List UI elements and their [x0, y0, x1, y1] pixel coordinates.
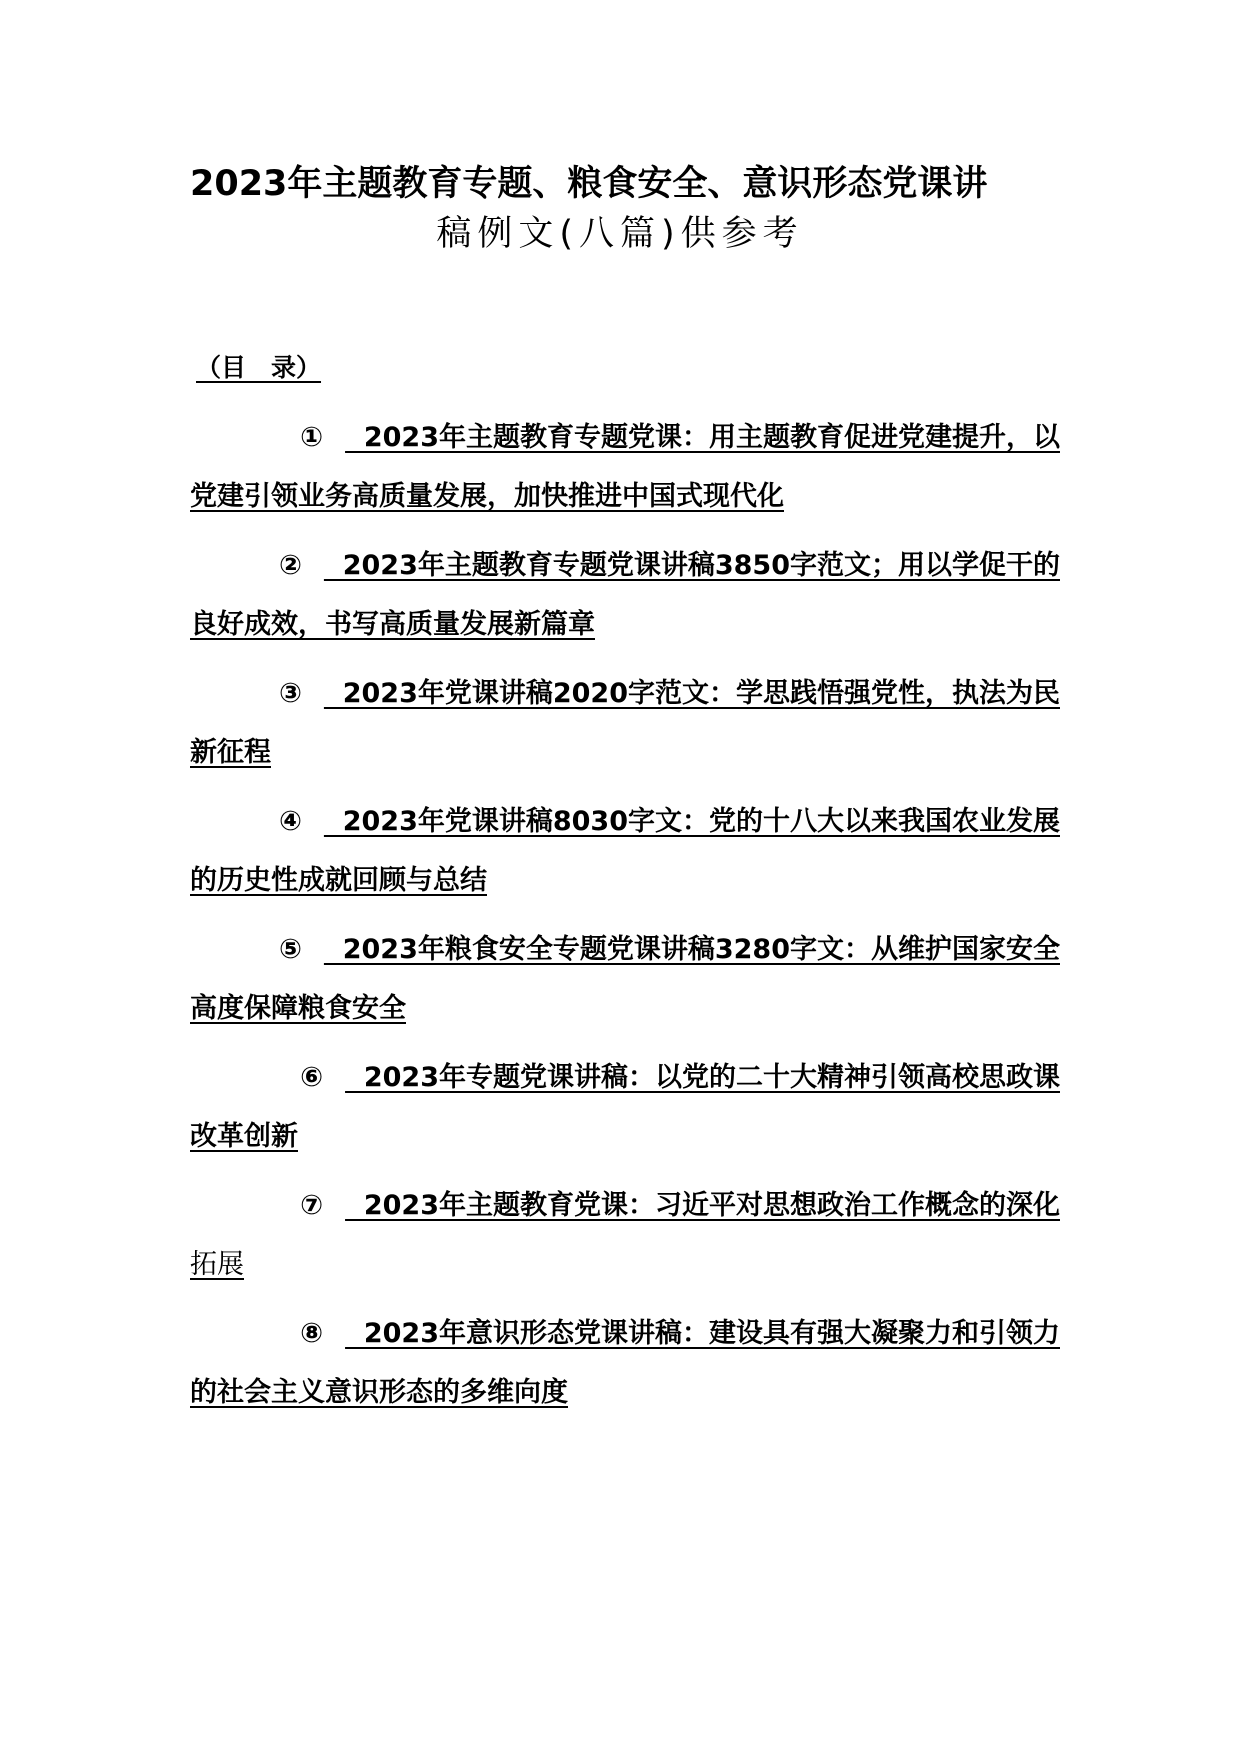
toc-item-number: ⑧ [300, 1318, 324, 1349]
toc-heading: （目 录） [196, 353, 322, 382]
toc-item-title-part1: 2023年意识形态党课讲稿：建设具有强大凝聚力和引领力 [345, 1318, 1060, 1349]
toc-item-title-part1: 2023年主题教育党课：习近平对思想政治工作概念的深化 [345, 1190, 1060, 1221]
toc-item-title-part1: 2023年主题教育专题党课讲稿3850字范文；用以学促干的 [323, 550, 1060, 581]
toc-item-number: ③ [279, 678, 302, 709]
toc-list [190, 408, 1060, 1432]
toc-item-1[interactable] [190, 408, 1060, 526]
toc-item-5[interactable] [190, 920, 1060, 1038]
toc-item-title-part2: 高度保障粮食安全 [190, 993, 406, 1024]
toc-item-title-part2: 拓展 [190, 1249, 244, 1280]
toc-item-number: ① [300, 422, 324, 453]
toc-item-title-part2: 党建引领业务高质量发展，加快推进中国式现代化 [190, 481, 784, 512]
toc-item-number: ⑥ [300, 1062, 324, 1093]
toc-item-number: ⑤ [279, 934, 302, 965]
toc-item-title-part1: 2023年专题党课讲稿：以党的二十大精神引领高校思政课 [345, 1062, 1060, 1093]
toc-item-number: ④ [279, 806, 302, 837]
toc-item-title-part1: 2023年党课讲稿8030字文：党的十八大以来我国农业发展 [323, 806, 1060, 837]
toc-item-title-part2: 新征程 [190, 737, 271, 768]
toc-item-4[interactable] [190, 792, 1060, 910]
toc-item-title-part1: 2023年党课讲稿2020字范文：学思践悟强党性，执法为民 [323, 678, 1060, 709]
toc-item-2[interactable] [190, 536, 1060, 654]
toc-item-7[interactable] [190, 1176, 1060, 1294]
toc-item-8[interactable] [190, 1304, 1060, 1422]
page-title-line1: 2023年主题教育专题、粮食安全、意识形态党课讲 [190, 164, 988, 204]
toc-item-title-part1: 2023年主题教育专题党课：用主题教育促进党建提升，以 [345, 422, 1060, 453]
toc-item-number: ② [279, 550, 302, 581]
toc-item-title-part2: 改革创新 [190, 1121, 298, 1152]
toc-item-title-part2: 的历史性成就回顾与总结 [190, 865, 487, 896]
page-title-line2: 稿例文(八篇)供参考 [436, 214, 804, 254]
toc-item-title-part2: 的社会主义意识形态的多维向度 [190, 1377, 568, 1408]
toc-item-6[interactable] [190, 1048, 1060, 1166]
toc-item-3[interactable] [190, 664, 1060, 782]
toc-item-title-part2: 良好成效，书写高质量发展新篇章 [190, 609, 595, 640]
toc-item-number: ⑦ [300, 1190, 324, 1221]
toc-item-title-part1: 2023年粮食安全专题党课讲稿3280字文：从维护国家安全 [323, 934, 1060, 965]
